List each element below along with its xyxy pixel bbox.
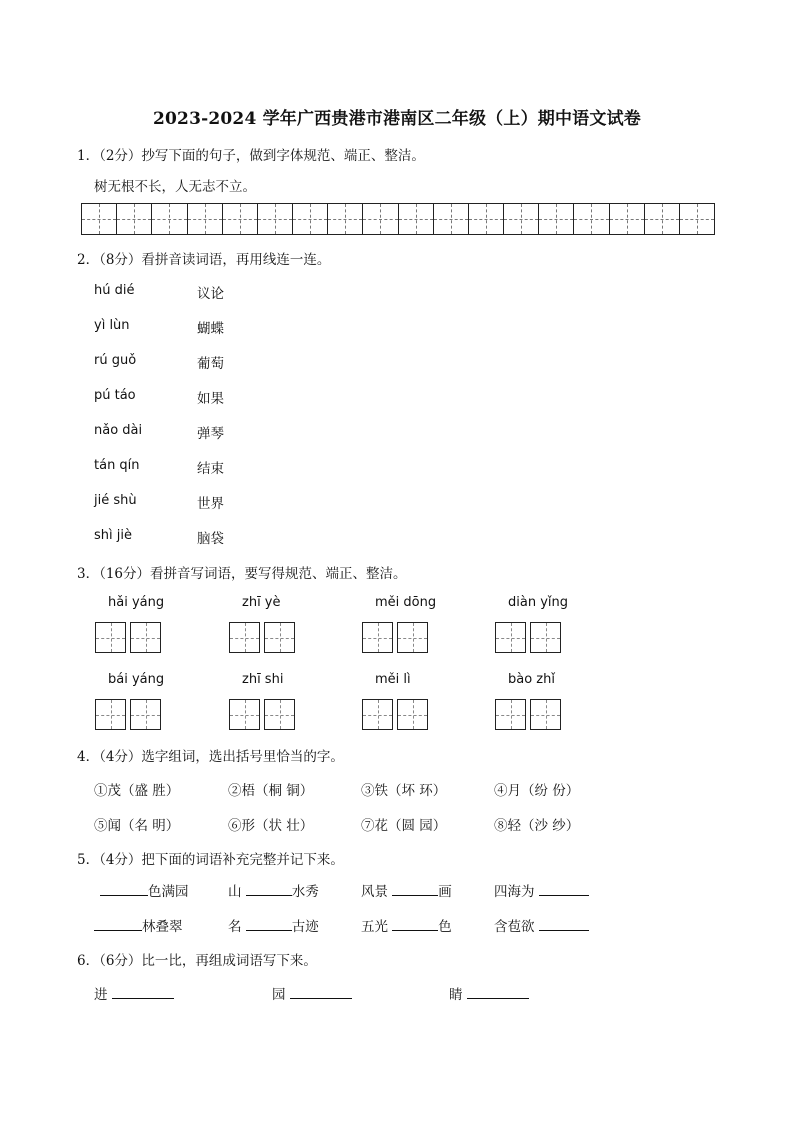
- fill-idiom: 林叠翠: [94, 915, 183, 935]
- word-item[interactable]: 弹琴: [197, 426, 224, 442]
- writing-box[interactable]: [229, 699, 260, 730]
- answer-blank[interactable]: [539, 883, 589, 896]
- writing-box-pair[interactable]: [495, 699, 565, 730]
- grid-cell[interactable]: [574, 204, 609, 234]
- grid-cell[interactable]: [223, 204, 258, 234]
- word-item[interactable]: 议论: [197, 286, 224, 302]
- grid-cell[interactable]: [293, 204, 328, 234]
- choice-item[interactable]: ②梧（桐 铜）: [228, 783, 314, 799]
- grid-cell[interactable]: [258, 204, 293, 234]
- answer-blank[interactable]: [392, 918, 438, 931]
- writing-box-pair[interactable]: [95, 699, 165, 730]
- word-item[interactable]: 蝴蝶: [197, 321, 224, 337]
- pinyin-prompt: hǎi yáng: [108, 595, 165, 610]
- writing-box-pair[interactable]: [495, 622, 565, 653]
- pinyin-item: hú dié: [94, 283, 135, 298]
- writing-box[interactable]: [229, 622, 260, 653]
- pinyin-item: shì jiè: [94, 528, 132, 543]
- word-item[interactable]: 结束: [197, 461, 224, 477]
- choice-item[interactable]: ⑤闻（名 明）: [94, 818, 180, 834]
- question-1-heading: 1．（2分）抄写下面的句子，做到字体规范、端正、整洁。: [77, 148, 425, 164]
- writing-box[interactable]: [530, 622, 561, 653]
- fill-idiom: 四海为: [494, 880, 589, 900]
- grid-cell[interactable]: [680, 204, 714, 234]
- grid-cell[interactable]: [152, 204, 187, 234]
- choice-item[interactable]: ③铁（坏 环）: [361, 783, 447, 799]
- grid-cell[interactable]: [539, 204, 574, 234]
- grid-cell[interactable]: [188, 204, 223, 234]
- compare-item: 园: [272, 983, 352, 1003]
- answer-blank[interactable]: [112, 986, 174, 999]
- fill-idiom: 名 古迹: [228, 919, 319, 935]
- fill-idiom: 风景 画: [361, 884, 452, 900]
- question-2-heading: 2．（8分）看拼音读词语，再用线连一连。: [77, 252, 331, 268]
- writing-box-pair[interactable]: [229, 622, 299, 653]
- writing-box[interactable]: [530, 699, 561, 730]
- choice-item[interactable]: ④月（纷 份）: [494, 783, 580, 799]
- grid-cell[interactable]: [610, 204, 645, 234]
- choice-item[interactable]: ⑧轻（沙 纱）: [494, 818, 580, 834]
- writing-grid-strip[interactable]: [81, 203, 715, 235]
- writing-box[interactable]: [130, 622, 161, 653]
- answer-blank[interactable]: [94, 918, 142, 931]
- writing-box[interactable]: [495, 622, 526, 653]
- writing-box[interactable]: [495, 699, 526, 730]
- writing-box[interactable]: [130, 699, 161, 730]
- writing-box[interactable]: [95, 699, 126, 730]
- word-item[interactable]: 脑袋: [197, 531, 224, 547]
- pinyin-prompt: měi dōng: [375, 595, 437, 610]
- grid-cell[interactable]: [82, 204, 117, 234]
- pinyin-prompt: bái yáng: [108, 672, 165, 687]
- grid-cell[interactable]: [117, 204, 152, 234]
- writing-box[interactable]: [264, 699, 295, 730]
- writing-box[interactable]: [362, 699, 393, 730]
- writing-box[interactable]: [264, 622, 295, 653]
- fill-idiom: 五光 色: [361, 919, 452, 935]
- pinyin-item: rú guǒ: [94, 353, 137, 368]
- word-item[interactable]: 葡萄: [197, 356, 224, 372]
- grid-cell[interactable]: [434, 204, 469, 234]
- answer-blank[interactable]: [290, 986, 352, 999]
- question-6-heading: 6．（6分）比一比，再组成词语写下来。: [77, 953, 317, 969]
- grid-cell[interactable]: [645, 204, 680, 234]
- word-item[interactable]: 如果: [197, 391, 224, 407]
- fill-idiom: 含苞欲: [494, 915, 589, 935]
- choice-item[interactable]: ①茂（盛 胜）: [94, 783, 180, 799]
- question-5-heading: 5．（4分）把下面的词语补充完整并记下来。: [77, 852, 344, 868]
- question-1-sentence: 树无根不长，人无志不立。: [94, 179, 256, 195]
- grid-cell[interactable]: [504, 204, 539, 234]
- compare-item: 睛: [449, 983, 529, 1003]
- question-3-heading: 3．（16分）看拼音写词语，要写得规范、端正、整洁。: [77, 566, 407, 582]
- answer-blank[interactable]: [539, 918, 589, 931]
- writing-box-pair[interactable]: [362, 699, 432, 730]
- pinyin-item: jié shù: [94, 493, 137, 508]
- answer-blank[interactable]: [392, 883, 438, 896]
- writing-box-pair[interactable]: [229, 699, 299, 730]
- fill-idiom: 山 水秀: [228, 884, 319, 900]
- writing-box[interactable]: [397, 622, 428, 653]
- writing-box[interactable]: [397, 699, 428, 730]
- writing-box-pair[interactable]: [362, 622, 432, 653]
- pinyin-prompt: bào zhǐ: [508, 672, 555, 687]
- writing-box[interactable]: [95, 622, 126, 653]
- grid-cell[interactable]: [469, 204, 504, 234]
- pinyin-prompt: diàn yǐng: [508, 595, 568, 610]
- pinyin-item: nǎo dài: [94, 423, 143, 438]
- pinyin-prompt: zhī shi: [242, 672, 284, 687]
- word-item[interactable]: 世界: [197, 496, 224, 512]
- writing-box[interactable]: [362, 622, 393, 653]
- choice-item[interactable]: ⑥形（状 壮）: [228, 818, 314, 834]
- choice-item[interactable]: ⑦花（圆 园）: [361, 818, 447, 834]
- answer-blank[interactable]: [467, 986, 529, 999]
- pinyin-item: yì lùn: [94, 318, 130, 333]
- pinyin-prompt: zhī yè: [242, 595, 281, 610]
- pinyin-item: pú táo: [94, 388, 136, 403]
- pinyin-prompt: měi lì: [375, 672, 411, 687]
- grid-cell[interactable]: [399, 204, 434, 234]
- answer-blank[interactable]: [246, 883, 292, 896]
- fill-idiom: 色满园: [100, 880, 189, 900]
- question-4-heading: 4．（4分）选字组词，选出括号里恰当的字。: [77, 749, 344, 765]
- pinyin-item: tán qín: [94, 458, 140, 473]
- grid-cell[interactable]: [328, 204, 363, 234]
- answer-blank[interactable]: [246, 918, 292, 931]
- answer-blank[interactable]: [100, 883, 148, 896]
- compare-item: 进: [94, 983, 174, 1003]
- writing-box-pair[interactable]: [95, 622, 165, 653]
- page-title: 2023-2024 学年广西贵港市港南区二年级（上）期中语文试卷: [152, 109, 641, 129]
- grid-cell[interactable]: [363, 204, 398, 234]
